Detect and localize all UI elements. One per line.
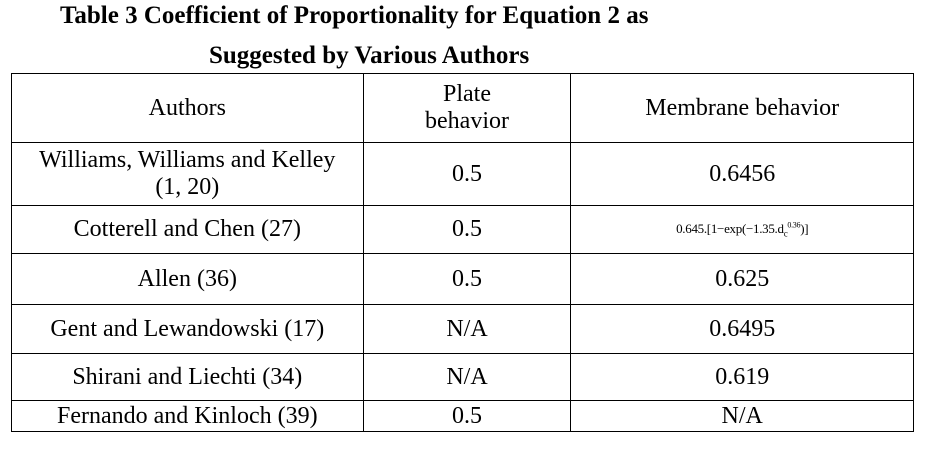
cell-authors: Fernando and Kinloch (39) xyxy=(12,401,364,432)
cell-membrane: 0.619 xyxy=(571,354,914,401)
cell-authors: Allen (36) xyxy=(12,254,364,305)
cell-authors-line-2: (1, 20) xyxy=(155,174,220,200)
formula-suffix: )] xyxy=(800,220,809,236)
table-row xyxy=(12,143,914,206)
table-row xyxy=(12,305,914,354)
cell-plate: N/A xyxy=(363,354,571,401)
cell-plate: 0.5 xyxy=(363,143,571,206)
header-membrane-behavior: Membrane behavior xyxy=(571,74,914,143)
cell-plate: 0.5 xyxy=(363,401,571,432)
caption-line-2: Suggested by Various Authors xyxy=(209,42,530,69)
cell-plate: 0.5 xyxy=(363,206,571,254)
header-authors: Authors xyxy=(12,74,364,143)
table-row xyxy=(12,401,914,432)
formula-superscript: 0.36 xyxy=(787,220,801,230)
cell-membrane: 0.6495 xyxy=(571,305,914,354)
cell-membrane-formula xyxy=(571,206,914,254)
table-row xyxy=(12,206,914,254)
table-header-row xyxy=(12,74,914,143)
cell-authors: Gent and Lewandowski (17) xyxy=(12,305,364,354)
table-row xyxy=(12,254,914,305)
cell-membrane: 0.6456 xyxy=(571,143,914,206)
cell-membrane: 0.625 xyxy=(571,254,914,305)
header-plate-behavior xyxy=(363,74,571,143)
formula-prefix: 0.645.[1−exp(−1.35.d xyxy=(676,220,784,236)
membrane-formula xyxy=(676,220,809,239)
caption-line-1: Table 3 Coefficient of Proportionality for Equation 2 as xyxy=(60,2,649,29)
cell-authors-line-1: Williams, Williams and Kelley xyxy=(39,147,336,173)
cell-plate: N/A xyxy=(363,305,571,354)
cell-authors: Cotterell and Chen (27) xyxy=(12,206,364,254)
header-plate-line-1: Plate xyxy=(443,81,491,107)
cell-authors: Shirani and Liechti (34) xyxy=(12,354,364,401)
table-row xyxy=(12,354,914,401)
coefficient-table xyxy=(11,73,914,432)
formula-subscript: c xyxy=(783,228,788,239)
cell-membrane: N/A xyxy=(571,401,914,432)
cell-authors xyxy=(12,143,364,206)
header-plate-line-2: behavior xyxy=(425,108,509,134)
cell-plate: 0.5 xyxy=(363,254,571,305)
